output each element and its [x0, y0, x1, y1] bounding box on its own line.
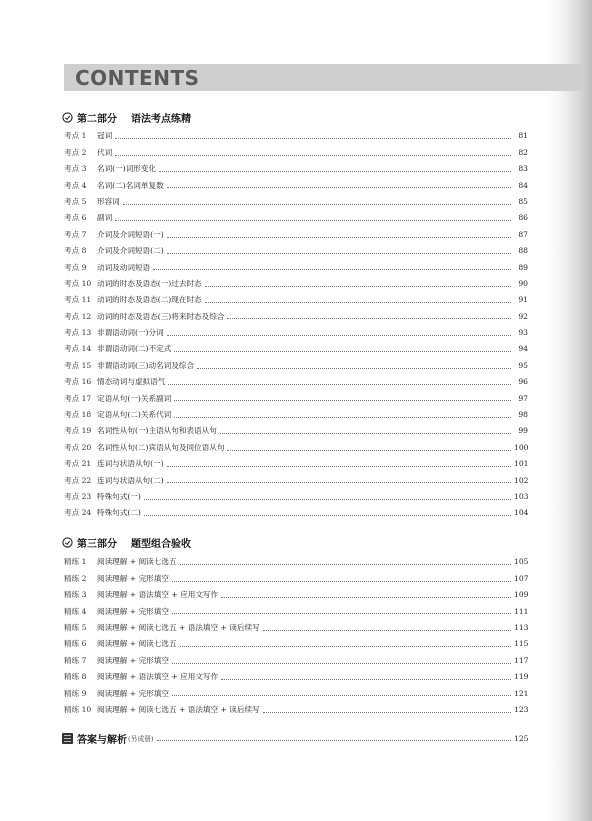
toc-page-number: 102	[514, 475, 529, 485]
dot-leader	[172, 580, 511, 582]
toc-page-number: 113	[514, 622, 529, 632]
toc-row[interactable]	[64, 407, 528, 423]
toc-label: 考点 24	[64, 508, 92, 518]
toc-page-number: 93	[518, 328, 528, 338]
toc-title: 阅读理解 + 阅读七选五 + 语法填空 + 读后续写	[97, 704, 260, 714]
toc-row[interactable]	[64, 472, 528, 488]
toc-page-number: 92	[518, 311, 528, 321]
toc-row[interactable]	[64, 243, 528, 259]
dot-leader	[159, 170, 511, 172]
toc-title: 阅读理解 + 阅读七选五	[97, 557, 177, 567]
toc-title: 连词与状语从句(二)	[97, 475, 164, 485]
toc-page-number: 86	[518, 213, 528, 223]
toc-row[interactable]	[64, 325, 528, 341]
toc-title: 特殊句式(二)	[97, 508, 141, 518]
toc-label: 考点 14	[64, 344, 92, 354]
toc-page-number: 109	[514, 590, 529, 600]
book-icon	[62, 733, 73, 744]
toc-label: 考点 3	[64, 164, 87, 174]
toc-label: 精练 5	[64, 622, 87, 632]
toc-row-answers[interactable]	[62, 730, 528, 746]
toc-title: 非谓语动词(三)动名词及综合	[97, 360, 195, 370]
toc-label: 考点 12	[64, 311, 92, 321]
toc-row[interactable]	[64, 652, 528, 668]
dot-leader	[167, 465, 511, 467]
toc-row[interactable]	[64, 144, 528, 160]
dot-leader	[180, 645, 511, 647]
toc-page-number: 84	[518, 180, 528, 190]
toc-title: 介词及介词短语(一)	[97, 229, 164, 239]
toc-label: 考点 6	[64, 213, 87, 223]
toc-row[interactable]	[64, 669, 528, 685]
toc-title: 阅读理解 + 阅读七选五 + 语法填空 + 读后续写	[97, 622, 260, 632]
dot-leader	[205, 301, 511, 303]
toc-title: 非谓语动词(二)不定式	[97, 344, 172, 354]
toc-row[interactable]	[64, 390, 528, 406]
toc-label: 考点 16	[64, 377, 92, 387]
toc-row[interactable]	[64, 439, 528, 455]
dot-leader	[123, 203, 511, 205]
answers-note: (另成册)	[128, 735, 154, 743]
dot-leader	[144, 514, 511, 516]
toc-page-number: 99	[518, 426, 528, 436]
answers-page: 125	[514, 733, 529, 743]
toc-title: 特殊句式(一)	[97, 491, 141, 501]
section-subtitle: 题型组合验收	[131, 538, 191, 550]
dot-leader	[153, 268, 511, 270]
toc-title: 名词性从句(一)主语从句和表语从句	[97, 426, 217, 436]
toc-page-number: 83	[518, 164, 528, 174]
toc-row[interactable]	[64, 259, 528, 275]
section-subtitle: 语法考点练精	[131, 113, 191, 125]
toc-row[interactable]	[64, 554, 528, 570]
toc-label: 考点 1	[64, 131, 87, 141]
toc-title: 动词及动词短语	[97, 262, 151, 272]
toc-page-number: 88	[518, 246, 528, 256]
toc-title: 形容词	[97, 196, 120, 206]
section-heading-part3	[62, 534, 191, 550]
toc-page-number: 96	[518, 377, 528, 387]
toc-page-number: 121	[514, 688, 529, 698]
toc-row[interactable]	[64, 505, 528, 521]
toc-title: 名词性从句(二)宾语从句及同位语从句	[97, 442, 225, 452]
toc-label: 考点 21	[64, 459, 92, 469]
toc-row[interactable]	[64, 489, 528, 505]
toc-label: 考点 19	[64, 426, 92, 436]
dot-leader	[221, 678, 511, 680]
toc-page-number: 105	[514, 557, 529, 567]
toc-label: 精练 9	[64, 688, 87, 698]
toc-label: 精练 10	[64, 704, 92, 714]
toc-list-part2	[64, 128, 528, 521]
toc-label: 考点 11	[64, 295, 92, 305]
toc-title: 动词的时态及语态(三)将来时态及综合	[97, 311, 225, 321]
section-number: 第二部分	[77, 113, 117, 125]
toc-page-number: 89	[518, 262, 528, 272]
dot-leader	[227, 449, 511, 451]
toc-row[interactable]	[64, 603, 528, 619]
toc-title: 阅读理解 + 完形填空	[97, 573, 169, 583]
dot-leader	[167, 186, 511, 188]
toc-title: 阅读理解 + 完形填空	[97, 606, 169, 616]
toc-label: 考点 20	[64, 442, 92, 452]
toc-page-number: 103	[514, 491, 529, 501]
dot-leader	[115, 137, 511, 139]
toc-label: 精练 1	[64, 557, 87, 567]
toc-label: 精练 3	[64, 590, 87, 600]
toc-title: 定语从句(一)关系副词	[97, 393, 172, 403]
toc-page-number: 91	[518, 295, 528, 305]
toc-page-number: 104	[514, 508, 529, 518]
dot-leader	[157, 739, 511, 741]
toc-label: 精练 7	[64, 655, 87, 665]
toc-page-number: 81	[518, 131, 528, 141]
toc-page-number: 98	[518, 410, 528, 420]
toc-row[interactable]	[64, 292, 528, 308]
toc-title: 介词及介词短语(二)	[97, 246, 164, 256]
toc-row[interactable]	[64, 423, 528, 439]
toc-label: 考点 2	[64, 147, 87, 157]
dot-leader	[144, 498, 511, 500]
dot-leader	[263, 629, 511, 631]
dot-leader	[174, 350, 511, 352]
toc-page-number: 119	[514, 672, 529, 682]
dot-leader	[221, 596, 511, 598]
toc-title: 代词	[97, 147, 113, 157]
toc-row[interactable]	[64, 194, 528, 210]
toc-row[interactable]	[64, 620, 528, 636]
toc-page-number: 107	[514, 573, 529, 583]
toc-title: 阅读理解 + 完形填空	[97, 655, 169, 665]
toc-title: 定语从句(二)关系代词	[97, 410, 172, 420]
toc-page-number: 111	[514, 606, 529, 616]
toc-label: 考点 17	[64, 393, 92, 403]
toc-label: 考点 7	[64, 229, 87, 239]
toc-label: 精练 8	[64, 672, 87, 682]
toc-label: 考点 10	[64, 278, 92, 288]
toc-title: 情态动词与虚拟语气	[97, 377, 166, 387]
toc-label: 考点 13	[64, 328, 92, 338]
toc-page-number: 100	[514, 442, 529, 452]
toc-title: 名词(一)词形变化	[97, 164, 157, 174]
toc-row[interactable]	[64, 177, 528, 193]
toc-page-number: 85	[518, 196, 528, 206]
toc-title: 阅读理解 + 阅读七选五	[97, 639, 177, 649]
dot-leader	[167, 236, 511, 238]
clock-icon	[62, 112, 73, 123]
toc-row[interactable]	[64, 456, 528, 472]
dot-leader	[172, 694, 511, 696]
dot-leader	[172, 612, 511, 614]
section-number: 第三部分	[77, 538, 117, 550]
toc-row[interactable]	[64, 587, 528, 603]
answers-title: 答案与解析	[77, 734, 127, 746]
dot-leader	[220, 432, 511, 434]
toc-label: 考点 4	[64, 180, 87, 190]
toc-title: 副词	[97, 213, 113, 223]
toc-title: 冠词	[97, 131, 113, 141]
dot-leader	[115, 219, 511, 221]
dot-leader	[167, 334, 511, 336]
dot-leader	[227, 317, 511, 319]
dot-leader	[263, 711, 511, 713]
toc-row[interactable]	[64, 685, 528, 701]
dot-leader	[115, 154, 511, 156]
toc-list-part3	[64, 554, 528, 718]
toc-title: 名词(二)名词单复数	[97, 180, 164, 190]
section-heading-part2	[62, 109, 191, 125]
toc-label: 考点 18	[64, 410, 92, 420]
dot-leader	[168, 383, 511, 385]
toc-row[interactable]	[64, 341, 528, 357]
dot-leader	[172, 662, 511, 664]
dot-leader	[167, 252, 511, 254]
dot-leader	[174, 399, 511, 401]
dot-leader	[167, 481, 511, 483]
toc-row[interactable]	[64, 226, 528, 242]
toc-page-number: 87	[518, 229, 528, 239]
toc-page-number: 117	[514, 655, 529, 665]
toc-title: 阅读理解 + 语法填空 + 应用文写作	[97, 672, 219, 682]
dot-leader	[197, 367, 511, 369]
toc-title: 动词的时态及语态(二)现在时态	[97, 295, 202, 305]
toc-label: 考点 8	[64, 246, 87, 256]
toc-label: 考点 9	[64, 262, 87, 272]
toc-label: 考点 23	[64, 491, 92, 501]
toc-title: 阅读理解 + 语法填空 + 应用文写作	[97, 590, 219, 600]
toc-row[interactable]	[64, 570, 528, 586]
toc-page-number: 123	[514, 704, 529, 714]
page-title: CONTENTS	[75, 66, 200, 90]
toc-row[interactable]	[64, 636, 528, 652]
toc-row[interactable]	[64, 276, 528, 292]
page-edge-shadow	[548, 0, 592, 821]
toc-title: 动词的时态及语态(一)过去时态	[97, 278, 202, 288]
contents-banner	[64, 64, 583, 91]
toc-page-number: 101	[514, 459, 529, 469]
toc-row[interactable]	[64, 308, 528, 324]
toc-page-number: 115	[514, 639, 529, 649]
toc-title: 连词与状语从句(一)	[97, 459, 164, 469]
toc-label: 精练 4	[64, 606, 87, 616]
toc-page-number: 82	[518, 147, 528, 157]
toc-page-number: 90	[518, 278, 528, 288]
toc-row[interactable]	[64, 128, 528, 144]
toc-title: 阅读理解 + 完形填空	[97, 688, 169, 698]
toc-label: 考点 22	[64, 475, 92, 485]
toc-label: 精练 2	[64, 573, 87, 583]
toc-title: 非谓语动词(一)分词	[97, 328, 164, 338]
toc-label: 精练 6	[64, 639, 87, 649]
toc-page-number: 97	[518, 393, 528, 403]
toc-row[interactable]	[64, 210, 528, 226]
toc-page-number: 94	[518, 344, 528, 354]
toc-row[interactable]	[64, 161, 528, 177]
toc-page-number: 95	[518, 360, 528, 370]
toc-row[interactable]	[64, 357, 528, 373]
toc-label: 考点 5	[64, 196, 87, 206]
toc-label: 考点 15	[64, 360, 92, 370]
dot-leader	[180, 563, 511, 565]
toc-row[interactable]	[64, 702, 528, 718]
clock-icon	[62, 537, 73, 548]
dot-leader	[205, 285, 511, 287]
dot-leader	[174, 416, 511, 418]
toc-row[interactable]	[64, 374, 528, 390]
